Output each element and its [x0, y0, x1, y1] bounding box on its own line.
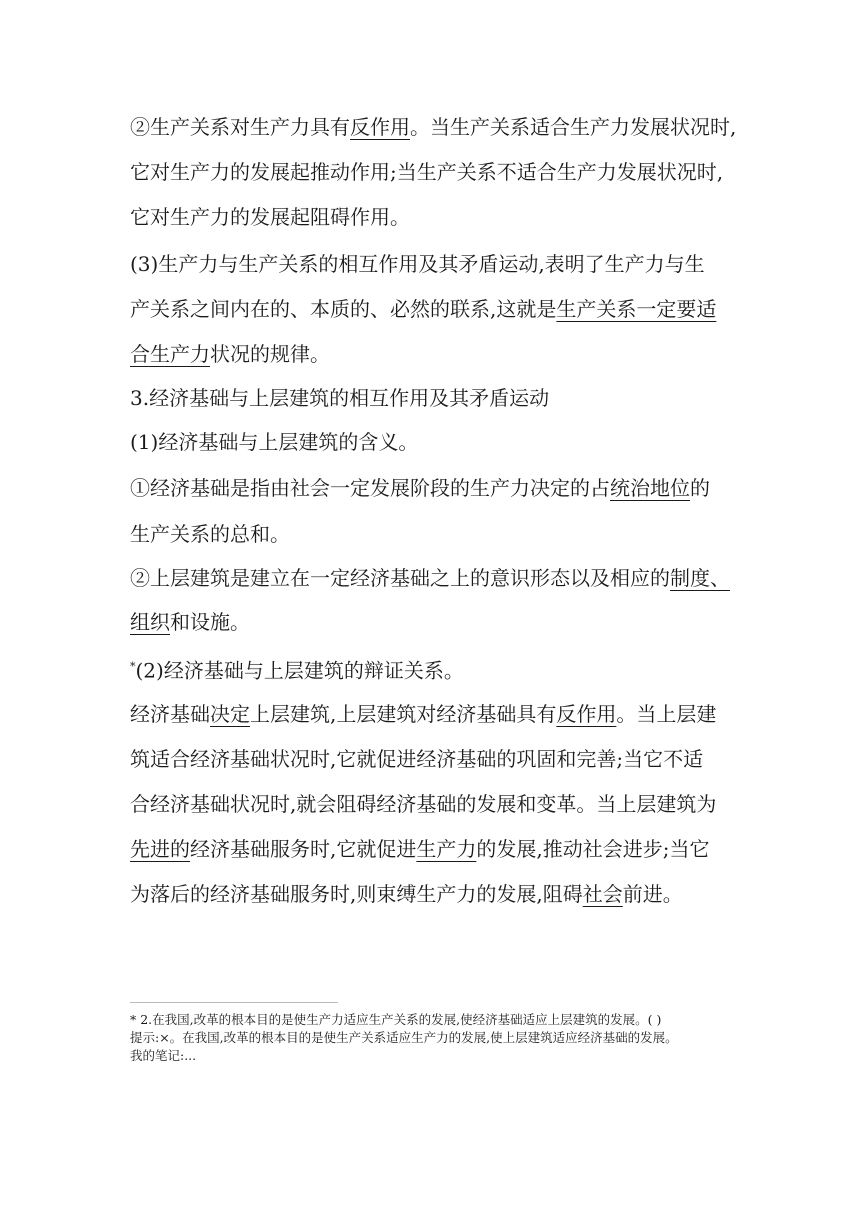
text-line-4: (3)生产力与生产关系的相互作用及其矛盾运动,表明了生产力与生 — [130, 252, 705, 276]
text-line-18 — [130, 880, 683, 908]
star-marker: * — [130, 660, 136, 673]
underlined-term: 社会 — [582, 882, 623, 906]
text-line-11 — [130, 564, 730, 592]
underlined-term: 合生产力 — [130, 342, 210, 366]
underlined-term: 组织 — [130, 610, 170, 634]
text-line-5 — [130, 295, 716, 323]
footnote-divider — [130, 1002, 338, 1003]
underlined-term: 反作用 — [556, 702, 617, 726]
text-line-9 — [130, 474, 710, 502]
text-segment: ②生产关系对生产力具有 — [130, 115, 350, 139]
text-segment: 产关系之间内在的、本质的、必然的联系,这就是 — [130, 297, 557, 321]
text-segment: (2)经济基础与上层建筑的辩证关系。 — [135, 658, 464, 683]
underlined-term: 统治地位 — [610, 476, 690, 500]
text-segment: 为落后的经济基础服务时,则束缚生产力的发展,阻碍 — [130, 882, 583, 906]
text-segment: 经济基础服务时,它就促进 — [190, 837, 417, 861]
text-line-1 — [130, 113, 736, 141]
text-segment: ①经济基础是指由社会一定发展阶段的生产力决定的占 — [130, 476, 610, 500]
text-segment: 。当上层建 — [616, 702, 717, 726]
text-segment: 经济基础 — [130, 702, 210, 726]
underlined-term: 反作用 — [350, 115, 410, 139]
footnote-notes: 我的笔记:... — [130, 1048, 197, 1063]
text-segment: 。当生产关系适合生产力发展状况时, — [410, 115, 737, 139]
text-line-10: 生产关系的总和。 — [130, 522, 290, 546]
section-heading: 3.经济基础与上层建筑的相互作用及其矛盾运动 — [130, 386, 550, 410]
text-segment: 的发展,推动社会进步;当它 — [476, 837, 710, 861]
footnote-question: * 2.在我国,改革的根本目的是使生产力适应生产关系的发展,使经济基础适应上层建筑的发展。( ) — [130, 1012, 662, 1027]
text-segment: 的 — [690, 476, 710, 500]
text-segment: 前进。 — [622, 882, 683, 906]
text-line-14 — [130, 700, 716, 728]
text-line-6 — [130, 340, 330, 368]
text-line-17 — [130, 835, 709, 863]
footnote-hint: 提示:×。在我国,改革的根本目的是使生产关系适应生产力的发展,使上层建筑适应经济基础的发展。 — [130, 1030, 678, 1045]
text-segment: 状况的规律。 — [210, 342, 330, 366]
text-line-12 — [130, 608, 250, 636]
subsection-heading-2 — [130, 653, 464, 685]
text-line-16: 合经济基础状况时,就会阻碍经济基础的发展和变革。当上层建筑为 — [130, 792, 717, 816]
underlined-term: 决定 — [210, 702, 250, 726]
underlined-term: 先进的 — [130, 837, 190, 861]
text-segment: 和设施。 — [170, 610, 250, 634]
text-segment: ②上层建筑是建立在一定经济基础之上的意识形态以及相应的 — [130, 566, 670, 590]
subsection-heading: (1)经济基础与上层建筑的含义。 — [130, 430, 419, 454]
text-line-15: 筑适合经济基础状况时,它就促进经济基础的巩固和完善;当它不适 — [130, 747, 704, 771]
underlined-term: 制度、 — [670, 566, 730, 590]
text-line-2: 它对生产力的发展起推动作用;当生产关系不适合生产力发展状况时, — [130, 160, 724, 184]
underlined-term: 生产力 — [416, 837, 477, 861]
underlined-term: 生产关系一定要适 — [556, 297, 717, 321]
text-segment: 上层建筑,上层建筑对经济基础具有 — [250, 702, 557, 726]
text-line-3: 它对生产力的发展起阻碍作用。 — [130, 205, 410, 229]
